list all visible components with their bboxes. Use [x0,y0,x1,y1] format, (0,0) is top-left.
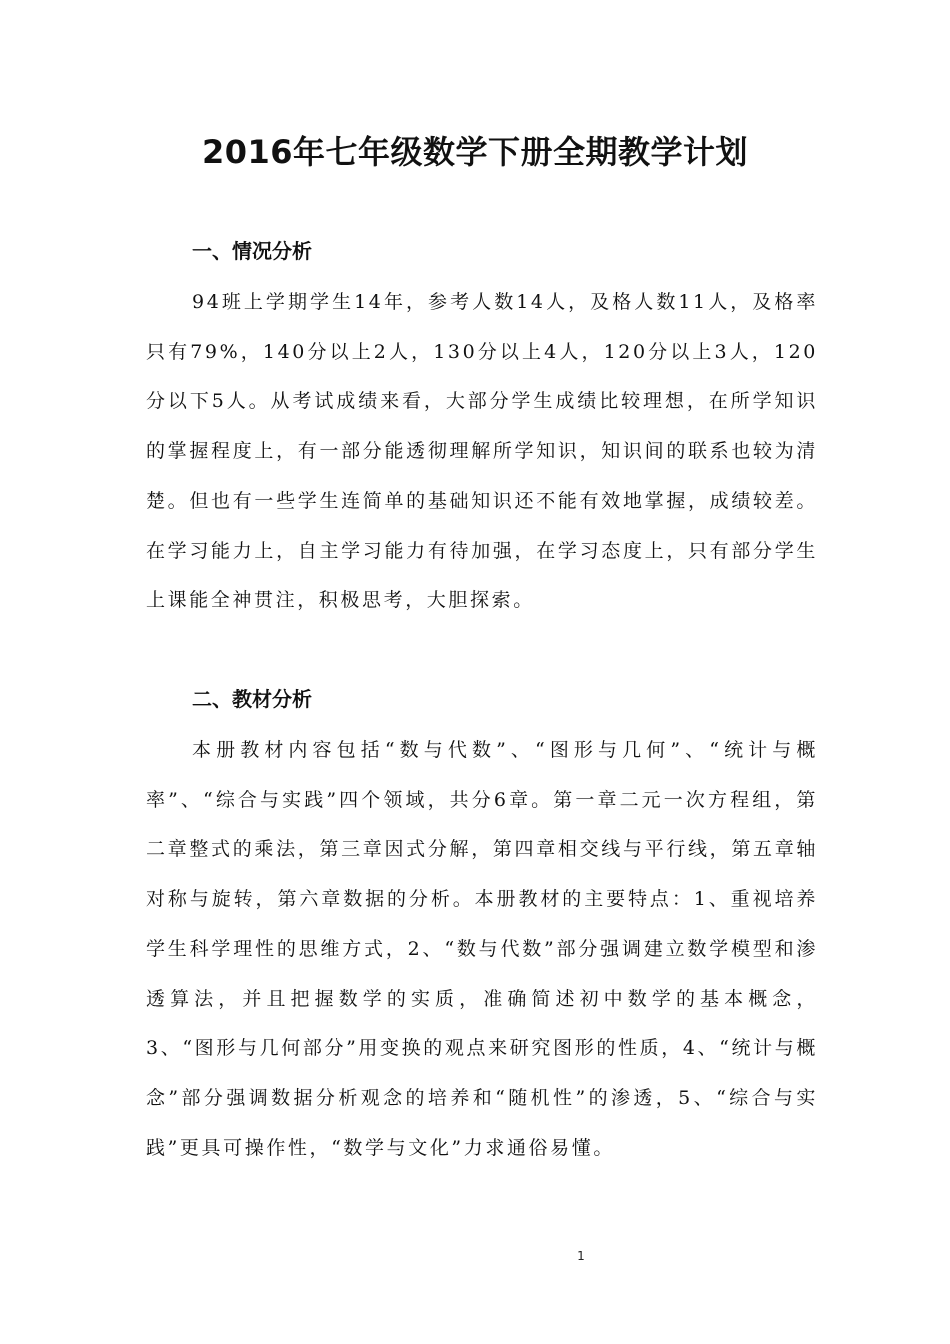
textbook-analysis-paragraph: 本册教材内容包括“数与代数”、“图形与几何”、“统计与概率”、“综合与实践”四个领域，共分6章。第一章二元一次方程组，第二章整式的乘法，第三章因式分解，第四章相交线与平行线，第五章轴对称与旋转，第六章数据的分析。本册教材的主要特点：1、重视培养学生科学理性的思维方式，2、“数与代数”部分强调建立数学模型和渗透算法，并且把握数学的实质，准确简述初中数学的基本概念，3、“图形与几何部分”用变换的观点来研究图形的性质，4、“统计与概念”部分强调数据分析观念的培养和“随机性”的渗透，5、“综合与实践”更具可操作性，“数学与文化”力求通俗易懂。 [146,739,818,1159]
section-heading-textbook-analysis: 二、教材分析 [192,687,312,711]
document-title: 2016年七年级数学下册全期教学计划 [201,133,749,171]
situation-analysis-paragraph: 94班上学期学生14年，参考人数14人，及格人数11人，及格率只有79%，140分以上2人，130分以上4人，120分以上3人，120分以下5人。从考试成绩来看，大部分学生成绩比较理想，在所学知识的掌握程度上，有一部分能透彻理解所学知识，知识间的联系也较为清楚。但也有一些学生连简单的基础知识还不能有效地掌握，成绩较差。在学习能力上，自主学习能力有待加强，在学习态度上，只有部分学生上课能全神贯注，积极思考，大胆探索。 [146,291,818,612]
section-heading-situation-analysis: 一、情况分析 [192,239,312,263]
page-number: 1 [577,1249,585,1263]
